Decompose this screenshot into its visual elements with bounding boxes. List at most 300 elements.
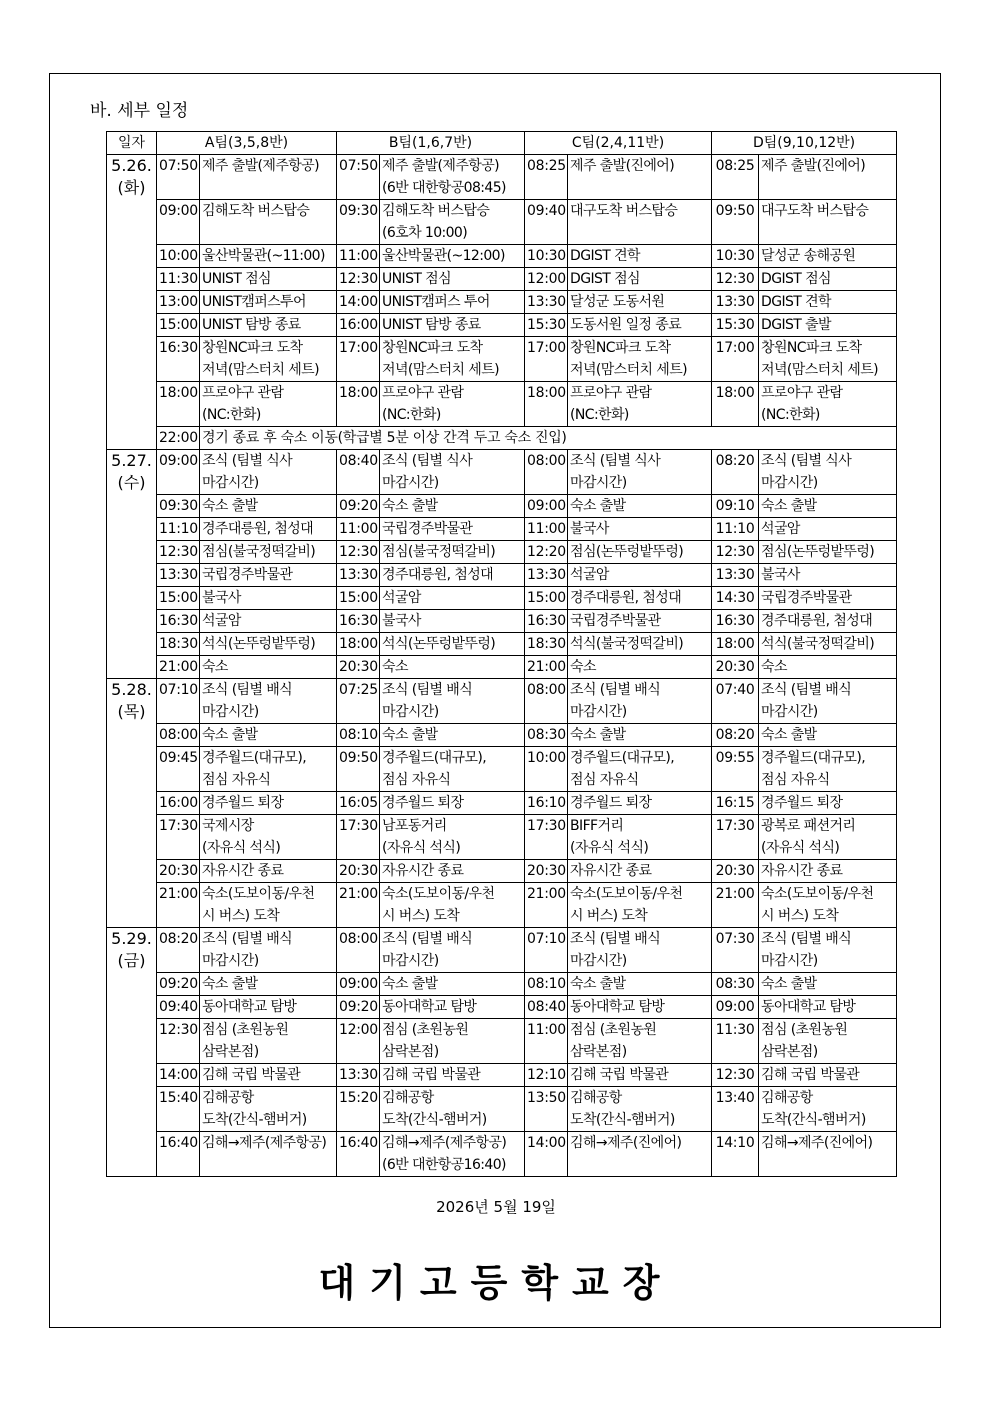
activity-line: 제주 출발(제주항공): [382, 158, 499, 174]
table-row: [107, 1087, 897, 1132]
activity-line: 점심 (초원농원: [570, 1022, 657, 1038]
activity-line: (6반 대한항공08:45): [382, 180, 506, 196]
table-row: [107, 268, 897, 291]
day-weekday: (금): [117, 951, 146, 970]
activity-line: 불국사: [202, 590, 241, 606]
activity-line: 석식(논뚜렁밭뚜렁): [202, 636, 316, 652]
team-a-time: 11:30: [157, 268, 200, 291]
team-d-time: 17:00: [712, 337, 759, 382]
team-a-time: 09:40: [157, 996, 200, 1019]
team-a-time: 12:30: [157, 1019, 200, 1064]
activity-line: DGIST 견학: [761, 294, 831, 310]
table-row: [107, 1064, 897, 1087]
team-d-activity: [759, 450, 897, 495]
activity-line: 경주월드 퇴장: [202, 795, 284, 811]
activity-line: (NC:한화): [761, 407, 820, 423]
merged-time: 22:00: [157, 427, 200, 450]
team-d-activity: [759, 518, 897, 541]
activity-line: 경주대릉원, 첨성대: [570, 590, 682, 606]
activity-line: 조식 (팀별 식사: [382, 453, 473, 469]
activity-line: 자유시간 종료: [382, 863, 464, 879]
team-b-time: 11:00: [337, 245, 380, 268]
team-c-time: 11:00: [525, 518, 568, 541]
team-b-activity: [380, 679, 525, 724]
activity-line: 삼락본점): [570, 1044, 627, 1060]
activity-line: 동아대학교 탐방: [761, 999, 856, 1015]
team-c-time: 08:25: [525, 155, 568, 200]
activity-line: 창원NC파크 도착: [382, 340, 483, 356]
activity-line: 김해도착 버스탑승: [202, 203, 310, 219]
team-d-activity: [759, 815, 897, 860]
activity-line: 국립경주박물관: [202, 567, 293, 583]
team-b-time: 16:05: [337, 792, 380, 815]
team-d-time: 18:00: [712, 382, 759, 427]
team-b-time: 08:40: [337, 450, 380, 495]
activity-line: 김해 국립 박물관: [202, 1067, 301, 1083]
activity-line: 대구도착 버스탑승: [761, 203, 869, 219]
team-b-activity: [380, 656, 525, 679]
team-a-activity: [200, 883, 337, 928]
header-team-d: D팀(9,10,12반): [712, 132, 897, 155]
school-principal: 대기고등학교장: [318, 1260, 674, 1305]
team-b-time: 16:40: [337, 1132, 380, 1177]
team-b-time: 15:00: [337, 587, 380, 610]
team-d-time: 10:30: [712, 245, 759, 268]
team-a-time: 13:00: [157, 291, 200, 314]
activity-line: 김해→제주(제주항공): [202, 1135, 327, 1151]
day-date: 5.27.: [111, 451, 152, 470]
team-a-activity: [200, 382, 337, 427]
activity-line: 창원NC파크 도착: [761, 340, 862, 356]
activity-line: 숙소 출발: [570, 727, 626, 743]
activity-line: 숙소(도보이동/우천: [202, 886, 315, 902]
team-b-time: 15:20: [337, 1087, 380, 1132]
team-d-activity: [759, 1064, 897, 1087]
activity-line: 프로야구 관람: [202, 385, 284, 401]
activity-line: 점심(논뚜렁밭뚜렁): [761, 544, 875, 560]
team-b-time: 16:00: [337, 314, 380, 337]
team-b-activity: [380, 337, 525, 382]
activity-line: 동아대학교 탐방: [202, 999, 297, 1015]
team-b-time: 09:20: [337, 996, 380, 1019]
activity-line: 석식(논뚜렁밭뚜렁): [382, 636, 496, 652]
team-b-activity: [380, 747, 525, 792]
activity-line: 숙소(도보이동/우천: [761, 886, 874, 902]
activity-line: 숙소 출발: [202, 498, 258, 514]
table-row: [107, 1019, 897, 1064]
team-a-time: 09:20: [157, 973, 200, 996]
activity-line: 동아대학교 탐방: [382, 999, 477, 1015]
day-weekday: (목): [117, 702, 146, 721]
team-a-time: 15:00: [157, 587, 200, 610]
table-row: [107, 928, 897, 973]
activity-line: 김해 국립 박물관: [761, 1067, 860, 1083]
activity-line: 숙소: [202, 659, 228, 675]
team-c-time: 21:00: [525, 656, 568, 679]
activity-line: (6호차 10:00): [382, 225, 468, 241]
activity-line: 불국사: [761, 567, 800, 583]
team-a-time: 16:30: [157, 337, 200, 382]
day-cell: [107, 679, 157, 928]
team-d-time: 08:20: [712, 450, 759, 495]
activity-line: 조식 (팀별 배식: [382, 682, 473, 698]
issue-date: 2026년 5월 19일: [436, 1198, 556, 1216]
team-b-time: 09:00: [337, 973, 380, 996]
team-b-activity: [380, 860, 525, 883]
activity-line: 도동서원 일정 종료: [570, 317, 682, 333]
team-d-activity: [759, 633, 897, 656]
team-c-activity: [568, 1087, 712, 1132]
team-c-activity: [568, 996, 712, 1019]
activity-line: 김해→제주(제주항공): [382, 1135, 507, 1151]
team-c-time: 15:30: [525, 314, 568, 337]
team-b-time: 20:30: [337, 656, 380, 679]
activity-line: 조식 (팀별 배식: [761, 931, 852, 947]
team-a-time: 16:30: [157, 610, 200, 633]
team-b-activity: [380, 792, 525, 815]
table-row: [107, 200, 897, 245]
team-d-activity: [759, 679, 897, 724]
activity-line: UNIST캠퍼스투어: [202, 294, 306, 310]
activity-line: 프로야구 관람: [382, 385, 464, 401]
team-b-time: 08:00: [337, 928, 380, 973]
team-d-time: 17:30: [712, 815, 759, 860]
team-d-activity: [759, 610, 897, 633]
team-b-time: 09:50: [337, 747, 380, 792]
activity-line: (6반 대한항공16:40): [382, 1157, 506, 1173]
activity-line: 마감시간): [761, 475, 818, 491]
activity-line: 불국사: [382, 613, 421, 629]
table-row: [107, 382, 897, 427]
team-c-time: 17:00: [525, 337, 568, 382]
activity-line: 숙소 출발: [570, 498, 626, 514]
team-a-activity: [200, 747, 337, 792]
team-c-activity: [568, 587, 712, 610]
team-c-activity: [568, 541, 712, 564]
team-b-time: 07:25: [337, 679, 380, 724]
team-d-activity: [759, 268, 897, 291]
team-c-time: 08:00: [525, 679, 568, 724]
activity-line: 조식 (팀별 배식: [202, 931, 293, 947]
team-c-time: 18:00: [525, 382, 568, 427]
team-b-activity: [380, 155, 525, 200]
activity-line: 숙소: [382, 659, 408, 675]
table-row: [107, 633, 897, 656]
table-row: [107, 245, 897, 268]
team-b-activity: [380, 610, 525, 633]
team-c-activity: [568, 382, 712, 427]
team-b-activity: [380, 450, 525, 495]
team-d-time: 08:25: [712, 155, 759, 200]
activity-line: DGIST 출발: [761, 317, 831, 333]
activity-line: 숙소 출발: [382, 976, 438, 992]
team-a-time: 16:00: [157, 792, 200, 815]
team-b-time: 11:00: [337, 518, 380, 541]
activity-line: 마감시간): [382, 475, 439, 491]
team-c-time: 12:00: [525, 268, 568, 291]
team-c-time: 08:10: [525, 973, 568, 996]
table-row: [107, 564, 897, 587]
team-d-activity: [759, 883, 897, 928]
team-b-activity: [380, 1064, 525, 1087]
table-row-merged: [107, 427, 897, 450]
activity-line: 시 버스) 도착: [382, 908, 460, 924]
team-d-time: 11:10: [712, 518, 759, 541]
team-b-time: 20:30: [337, 860, 380, 883]
team-c-time: 13:50: [525, 1087, 568, 1132]
team-c-time: 11:00: [525, 1019, 568, 1064]
team-b-time: 12:30: [337, 541, 380, 564]
team-a-time: 09:00: [157, 200, 200, 245]
activity-line: 김해→제주(진에어): [570, 1135, 682, 1151]
activity-line: 석굴암: [202, 613, 241, 629]
activity-line: 저녁(맘스터치 세트): [761, 362, 878, 378]
table-row: [107, 314, 897, 337]
table-row: [107, 792, 897, 815]
activity-line: 경주월드 퇴장: [570, 795, 652, 811]
team-a-time: 17:30: [157, 815, 200, 860]
table-row: [107, 610, 897, 633]
team-c-activity: [568, 792, 712, 815]
team-a-activity: [200, 245, 337, 268]
activity-line: 달성군 도동서원: [570, 294, 665, 310]
team-c-time: 18:30: [525, 633, 568, 656]
team-b-activity: [380, 382, 525, 427]
team-a-time: 15:00: [157, 314, 200, 337]
table-row: [107, 815, 897, 860]
team-a-time: 11:10: [157, 518, 200, 541]
team-a-activity: [200, 860, 337, 883]
team-d-activity: [759, 314, 897, 337]
day-date: 5.29.: [111, 929, 152, 948]
team-b-activity: [380, 518, 525, 541]
activity-line: DGIST 견학: [570, 248, 640, 264]
team-c-activity: [568, 495, 712, 518]
team-a-time: 10:00: [157, 245, 200, 268]
team-d-activity: [759, 1087, 897, 1132]
team-c-time: 20:30: [525, 860, 568, 883]
team-d-time: 09:50: [712, 200, 759, 245]
team-b-time: 13:30: [337, 564, 380, 587]
activity-line: 시 버스) 도착: [761, 908, 839, 924]
activity-line: 프로야구 관람: [570, 385, 652, 401]
team-b-time: 18:00: [337, 382, 380, 427]
team-d-time: 08:30: [712, 973, 759, 996]
activity-line: 경주대릉원, 첨성대: [202, 521, 314, 537]
team-c-activity: [568, 679, 712, 724]
activity-line: 국립경주박물관: [382, 521, 473, 537]
day-cell: [107, 450, 157, 679]
activity-line: 동아대학교 탐방: [570, 999, 665, 1015]
table-row: [107, 518, 897, 541]
activity-line: BIFF거리: [570, 818, 624, 834]
activity-line: 숙소 출발: [761, 976, 817, 992]
team-c-activity: [568, 450, 712, 495]
table-row: [107, 587, 897, 610]
activity-line: 숙소 출발: [382, 727, 438, 743]
table-row: [107, 291, 897, 314]
team-b-time: 09:30: [337, 200, 380, 245]
team-a-time: 12:30: [157, 541, 200, 564]
header-team-b: B팀(1,6,7반): [337, 132, 525, 155]
activity-line: 경주월드(대규모),: [202, 750, 307, 766]
team-a-activity: [200, 610, 337, 633]
activity-line: 삼락본점): [382, 1044, 439, 1060]
team-b-time: 21:00: [337, 883, 380, 928]
header-team-c: C팀(2,4,11반): [525, 132, 712, 155]
team-d-activity: [759, 587, 897, 610]
activity-line: 마감시간): [761, 953, 818, 969]
team-b-activity: [380, 587, 525, 610]
team-c-activity: [568, 268, 712, 291]
team-b-activity: [380, 633, 525, 656]
team-a-activity: [200, 291, 337, 314]
activity-line: 달성군 송해공원: [761, 248, 856, 264]
team-d-time: 20:30: [712, 656, 759, 679]
team-a-time: 14:00: [157, 1064, 200, 1087]
activity-line: 도착(간식-햄버거): [570, 1112, 675, 1128]
activity-line: 도착(간식-햄버거): [382, 1112, 487, 1128]
team-c-time: 08:30: [525, 724, 568, 747]
team-a-activity: [200, 679, 337, 724]
day-date: 5.26.: [111, 156, 152, 175]
activity-line: 석굴암: [761, 521, 800, 537]
section-heading: 바. 세부 일정: [90, 101, 189, 121]
team-d-time: 09:55: [712, 747, 759, 792]
team-a-time: 07:50: [157, 155, 200, 200]
team-b-activity: [380, 1019, 525, 1064]
activity-line: UNIST캠퍼스 투어: [382, 294, 490, 310]
activity-line: 석식(불국정떡갈비): [570, 636, 684, 652]
team-c-activity: [568, 656, 712, 679]
team-a-activity: [200, 815, 337, 860]
activity-line: 저녁(맘스터치 세트): [570, 362, 687, 378]
activity-line: 도착(간식-햄버거): [202, 1112, 307, 1128]
activity-line: 자유시간 종료: [761, 863, 843, 879]
team-a-activity: [200, 495, 337, 518]
activity-line: 마감시간): [202, 704, 259, 720]
team-c-time: 07:10: [525, 928, 568, 973]
activity-line: 시 버스) 도착: [570, 908, 648, 924]
team-d-time: 14:10: [712, 1132, 759, 1177]
team-c-time: 15:00: [525, 587, 568, 610]
day-cell: [107, 928, 157, 1177]
activity-line: 김해공항: [202, 1090, 254, 1106]
team-d-activity: [759, 996, 897, 1019]
team-d-time: 11:30: [712, 1019, 759, 1064]
team-d-time: 20:30: [712, 860, 759, 883]
activity-line: 남포동거리: [382, 818, 447, 834]
team-c-activity: [568, 815, 712, 860]
team-c-activity: [568, 200, 712, 245]
team-b-time: 12:30: [337, 268, 380, 291]
team-a-activity: [200, 450, 337, 495]
team-c-activity: [568, 245, 712, 268]
team-a-time: 21:00: [157, 656, 200, 679]
team-a-activity: [200, 724, 337, 747]
team-c-time: 12:20: [525, 541, 568, 564]
activity-line: 숙소 출발: [202, 976, 258, 992]
team-d-time: 13:30: [712, 564, 759, 587]
activity-line: 숙소: [761, 659, 787, 675]
activity-line: 제주 출발(진에어): [761, 158, 866, 174]
team-c-activity: [568, 314, 712, 337]
activity-line: 제주 출발(진에어): [570, 158, 675, 174]
activity-line: 자유시간 종료: [570, 863, 652, 879]
team-d-time: 14:30: [712, 587, 759, 610]
team-b-activity: [380, 996, 525, 1019]
team-b-time: 12:00: [337, 1019, 380, 1064]
table-row: [107, 860, 897, 883]
team-c-activity: [568, 564, 712, 587]
team-a-activity: [200, 541, 337, 564]
day-date: 5.28.: [111, 680, 152, 699]
team-b-activity: [380, 1087, 525, 1132]
team-d-activity: [759, 495, 897, 518]
team-a-time: 13:30: [157, 564, 200, 587]
team-d-time: 16:15: [712, 792, 759, 815]
team-c-time: 14:00: [525, 1132, 568, 1177]
activity-line: (자유식 석식): [570, 840, 649, 856]
team-a-time: 09:00: [157, 450, 200, 495]
activity-line: 국립경주박물관: [570, 613, 661, 629]
team-d-activity: [759, 291, 897, 314]
team-b-activity: [380, 724, 525, 747]
team-b-activity: [380, 973, 525, 996]
activity-line: (자유식 석식): [761, 840, 840, 856]
activity-line: 점심(불국정떡갈비): [202, 544, 316, 560]
team-b-time: 08:10: [337, 724, 380, 747]
team-b-time: 14:00: [337, 291, 380, 314]
activity-line: 삼락본점): [761, 1044, 818, 1060]
team-a-activity: [200, 1087, 337, 1132]
team-d-time: 13:40: [712, 1087, 759, 1132]
activity-line: 점심 (초원농원: [761, 1022, 848, 1038]
activity-line: UNIST 점심: [202, 271, 271, 287]
team-a-time: 09:30: [157, 495, 200, 518]
activity-line: 경주대릉원, 첨성대: [382, 567, 494, 583]
activity-line: 점심 자유식: [761, 772, 830, 788]
activity-line: 조식 (팀별 배식: [382, 931, 473, 947]
team-b-time: 18:00: [337, 633, 380, 656]
day-weekday: (수): [117, 473, 146, 492]
team-d-activity: [759, 928, 897, 973]
header-row: [107, 132, 897, 155]
activity-line: 조식 (팀별 배식: [202, 682, 293, 698]
activity-line: 경주대릉원, 첨성대: [761, 613, 873, 629]
table-row: [107, 747, 897, 792]
team-a-activity: [200, 1064, 337, 1087]
team-c-activity: [568, 337, 712, 382]
team-b-time: 07:50: [337, 155, 380, 200]
team-a-activity: [200, 996, 337, 1019]
team-a-time: 08:20: [157, 928, 200, 973]
team-d-time: 07:40: [712, 679, 759, 724]
team-c-activity: [568, 291, 712, 314]
team-d-time: 09:10: [712, 495, 759, 518]
team-c-time: 16:10: [525, 792, 568, 815]
activity-line: 창원NC파크 도착: [202, 340, 303, 356]
activity-line: 국립경주박물관: [761, 590, 852, 606]
team-c-time: 21:00: [525, 883, 568, 928]
activity-line: 조식 (팀별 배식: [761, 682, 852, 698]
team-b-activity: [380, 495, 525, 518]
team-c-time: 16:30: [525, 610, 568, 633]
activity-line: DGIST 점심: [761, 271, 831, 287]
team-d-activity: [759, 747, 897, 792]
activity-line: 경주월드 퇴장: [761, 795, 843, 811]
team-d-activity: [759, 1019, 897, 1064]
